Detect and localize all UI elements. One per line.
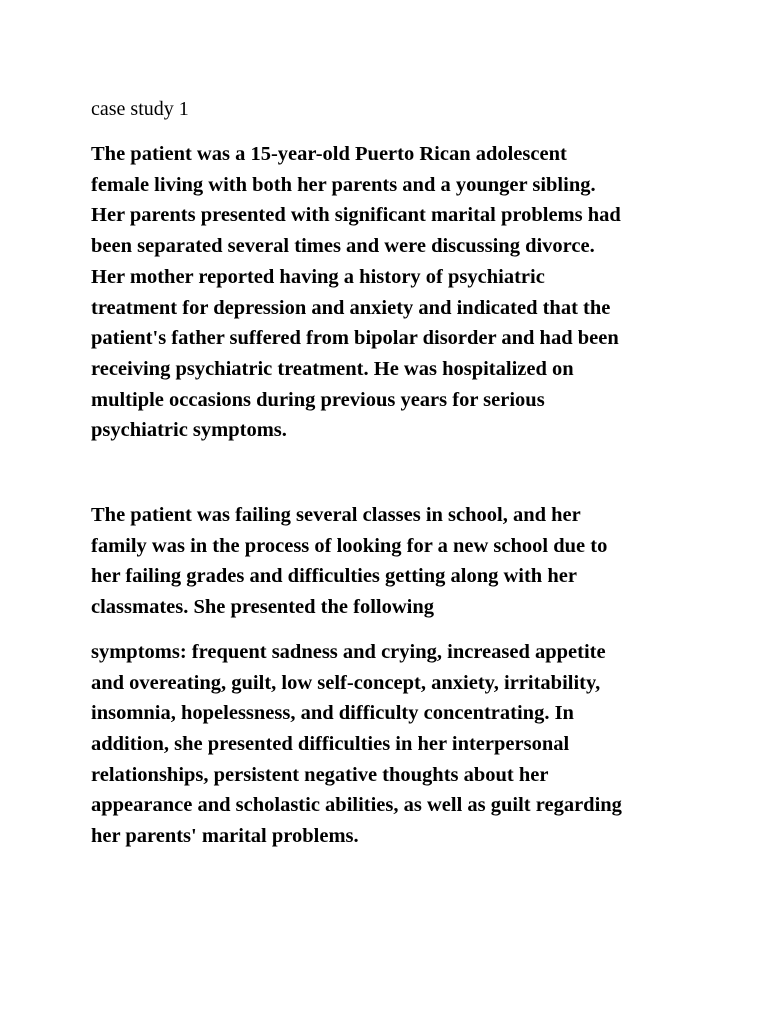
text-line: Her mother reported having a history of psychiatric <box>91 265 545 288</box>
text-line: Her parents presented with significant marital problems had <box>91 204 621 227</box>
text-line: her failing grades and difficulties getting along with her <box>91 565 577 588</box>
paragraph-family-history <box>91 139 691 446</box>
text-line: relationships, persistent negative thoughts about her <box>91 763 549 786</box>
text-line: addition, she presented difficulties in her interpersonal <box>91 732 570 755</box>
text-line: receiving psychiatric treatment. He was hospitalized on <box>91 357 574 380</box>
text-line: symptoms: frequent sadness and crying, increased appetite <box>91 640 606 663</box>
paragraph-symptoms <box>91 637 691 852</box>
text-line: been separated several times and were discussing divorce. <box>91 235 595 258</box>
text-line: family was in the process of looking for a new school due to <box>91 534 608 557</box>
text-line: insomnia, hopelessness, and difficulty concentrating. In <box>91 702 574 725</box>
document-page <box>91 95 691 852</box>
text-line: her parents' marital problems. <box>91 825 359 848</box>
text-line: psychiatric symptoms. <box>91 419 287 442</box>
text-line: The patient was a 15-year-old Puerto Rican adolescent <box>91 143 567 165</box>
text-line: treatment for depression and anxiety and indicated that the <box>91 296 611 319</box>
text-line: and overeating, guilt, low self-concept, anxiety, irritability, <box>91 671 601 694</box>
paragraph-school-problems <box>91 500 691 623</box>
text-line: female living with both her parents and a younger sibling. <box>91 173 596 196</box>
text-line: patient's father suffered from bipolar disorder and had been <box>91 327 619 350</box>
text-line: appearance and scholastic abilities, as well as guilt regarding <box>91 794 622 817</box>
text-line: The patient was failing several classes in school, and her <box>91 504 581 527</box>
text-line: classmates. She presented the following <box>91 596 434 619</box>
document-title: case study 1 <box>91 98 189 120</box>
text-line: multiple occasions during previous years for serious <box>91 388 545 411</box>
